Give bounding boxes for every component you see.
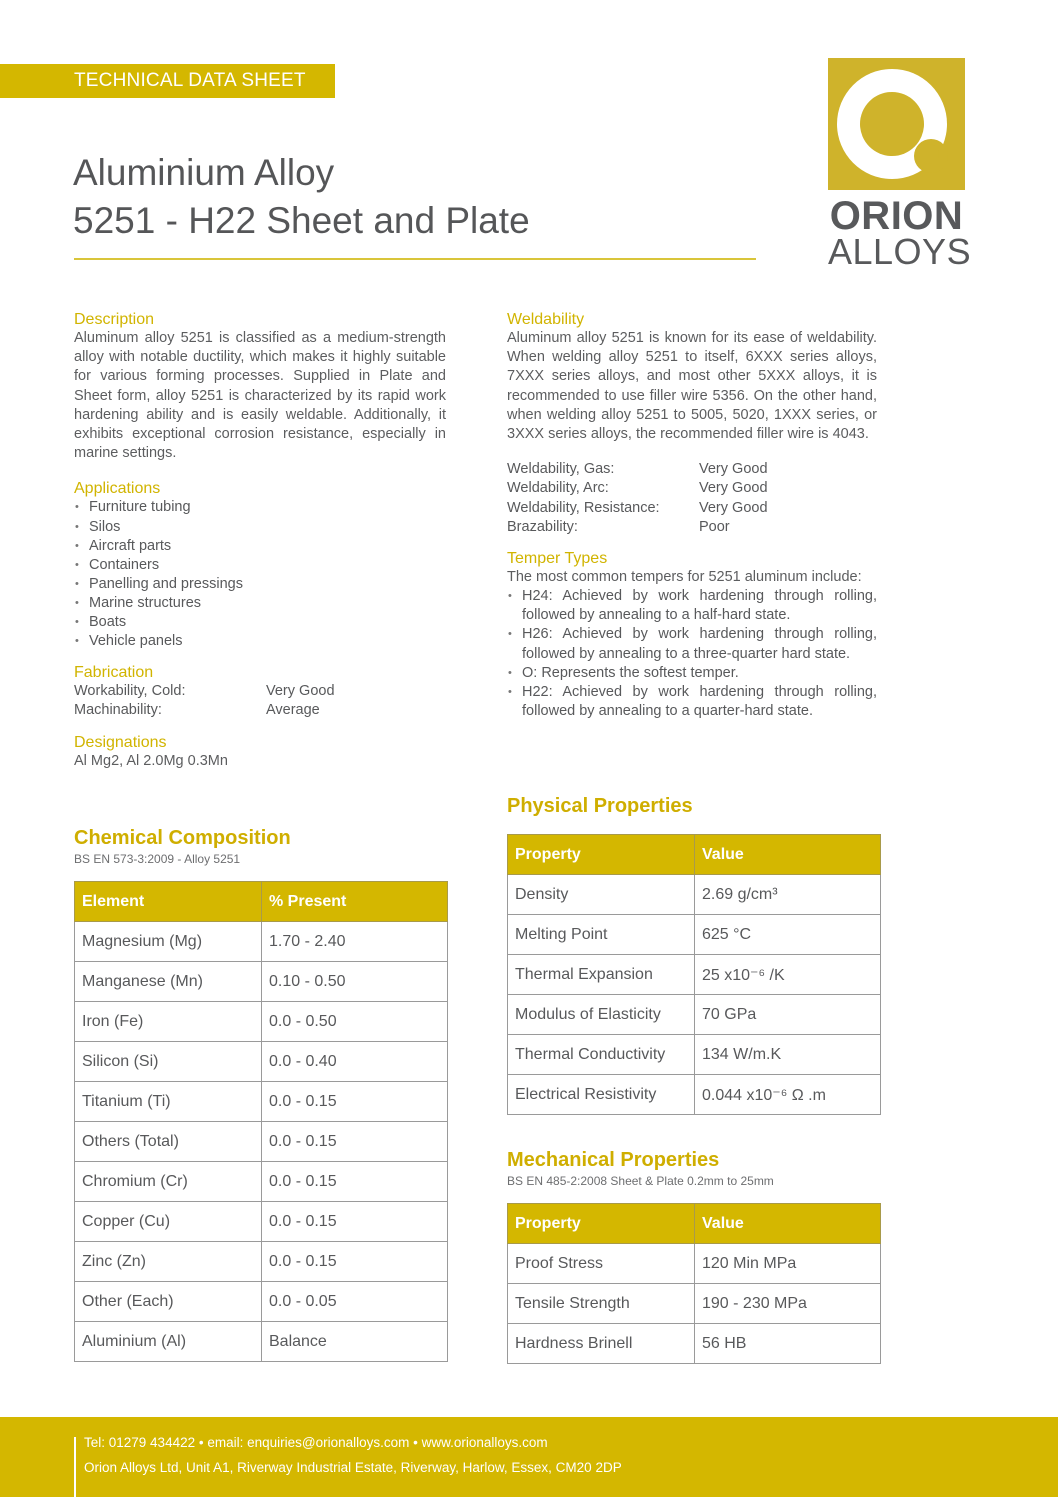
column-header-percent: % Present [262,882,448,922]
row-value-cell: 0.0 - 0.50 [262,1002,448,1042]
mechanical-properties-section [507,1148,881,1364]
table-row [508,955,881,995]
weldability-text: Aluminum alloy 5251 is known for its ease of weldability. When welding alloy 5251 to itself, 6XXX series alloys, 7XXX series alloys, and most other 5XXX alloys, it is recommended to use filler wire 5356. On the other hand, when welding alloy 5251 to 5005, 5020, 1XXX series, or 3XXX series alloys, the recommended filler wire is 4043. [507,330,877,443]
row-value-cell: 625 °C [695,915,881,955]
logo-word-alloys: ALLOYS [828,231,972,272]
row-label-cell: Silicon (Si) [75,1042,262,1082]
mechanical-properties-heading: Mechanical Properties [507,1149,720,1171]
row-value-cell: 0.0 - 0.40 [262,1042,448,1082]
row-value-cell: 190 - 230 MPa [695,1284,881,1324]
table-row [508,1324,881,1364]
list-item: • Panelling and pressings [74,575,446,594]
list-item: • Furniture tubing [74,498,446,517]
table-row [75,1322,448,1362]
footer-contact: Tel: 01279 434422 • email: enquiries@orionalloys.com • www.orionalloys.com [84,1435,548,1450]
fabrication-label: Machinability: [74,702,162,719]
chemical-composition-section [74,826,448,1362]
company-logo [828,58,972,272]
fabrication-row [74,682,446,701]
row-label-cell: Copper (Cu) [75,1202,262,1242]
list-item: • H22: Achieved by work hardening through rolling, followed by annealing to a quarter-hard state. [507,683,877,721]
table-row [75,1202,448,1242]
column-header-element: Element [75,882,262,922]
table-row [75,1042,448,1082]
table-row [75,1122,448,1162]
list-item: • H24: Achieved by work hardening through rolling, followed by annealing to a half-hard state. [507,587,877,625]
row-label-cell: Iron (Fe) [75,1002,262,1042]
list-item: • O: Represents the softest temper. [507,664,877,683]
table-header-row [508,835,881,875]
column-header-value: Value [695,835,881,875]
list-item: • Boats [74,613,446,632]
table-row [508,875,881,915]
row-label-cell: Hardness Brinell [508,1324,695,1364]
row-label-cell: Modulus of Elasticity [508,995,695,1035]
table-row [75,1162,448,1202]
mechanical-properties-table [507,1203,881,1364]
weldability-label: Weldability, Gas: [507,461,615,478]
row-label-cell: Proof Stress [508,1244,695,1284]
document-type-label: TECHNICAL DATA SHEET [74,70,306,91]
physical-properties-table [507,834,881,1115]
temper-types-intro: The most common tempers for 5251 aluminum include: [507,569,862,586]
row-value-cell: 0.0 - 0.15 [262,1122,448,1162]
row-label-cell: Aluminium (Al) [75,1322,262,1362]
page-title: Aluminium Alloy [73,152,335,193]
fabrication-heading: Fabrication [74,664,154,682]
row-label-cell: Tensile Strength [508,1284,695,1324]
table-row [75,1082,448,1122]
row-value-cell: 2.69 g/cm³ [695,875,881,915]
applications-heading: Applications [74,480,161,498]
weldability-label: Weldability, Arc: [507,480,609,497]
weldability-row [507,460,877,479]
description-heading: Description [74,311,155,328]
row-value-cell: Balance [262,1322,448,1362]
weldability-row [507,518,877,537]
column-header-value: Value [695,1204,881,1244]
table-row [75,1282,448,1322]
table-row [508,915,881,955]
designations-heading: Designations [74,733,167,751]
row-value-cell: 56 HB [695,1324,881,1364]
row-value-cell: 120 Min MPa [695,1244,881,1284]
fabrication-label: Workability, Cold: [74,683,186,700]
fabrication-value: Very Good [266,683,335,700]
row-value-cell: 70 GPa [695,995,881,1035]
table-row [508,995,881,1035]
list-item: • H26: Achieved by work hardening through rolling, followed by annealing to a three-quarter hard state. [507,625,877,663]
table-row [75,922,448,962]
row-label-cell: Zinc (Zn) [75,1242,262,1282]
weldability-row [507,499,877,518]
row-label-cell: Others (Total) [75,1122,262,1162]
list-item: • Vehicle panels [74,632,446,651]
weldability-value: Very Good [699,480,768,497]
physical-properties-section [507,794,881,1115]
row-value-cell: 0.0 - 0.05 [262,1282,448,1322]
weldability-value: Very Good [699,461,768,478]
row-value-cell: 0.0 - 0.15 [262,1242,448,1282]
row-label-cell: Density [508,875,695,915]
weldability-heading: Weldability [507,311,585,328]
list-item: • Containers [74,556,446,575]
table-row [75,1242,448,1282]
physical-properties-heading: Physical Properties [507,795,693,817]
table-row [508,1035,881,1075]
list-item: • Marine structures [74,594,446,613]
orion-q-logo-icon [828,58,965,190]
mechanical-properties-standard: BS EN 485-2:2008 Sheet & Plate 0.2mm to 25mm [507,1174,774,1188]
weldability-label: Brazability: [507,518,578,535]
row-label-cell: Thermal Expansion [508,955,695,995]
row-value-cell: 0.044 x10⁻⁶ Ω .m [695,1075,881,1115]
row-label-cell: Chromium (Cr) [75,1162,262,1202]
column-header-property: Property [508,835,695,875]
temper-types-list [507,587,877,721]
row-value-cell: 0.0 - 0.15 [262,1162,448,1202]
row-value-cell: 1.70 - 2.40 [262,922,448,962]
chemical-composition-standard: BS EN 573-3:2009 - Alloy 5251 [74,852,241,866]
row-label-cell: Magnesium (Mg) [75,922,262,962]
row-label-cell: Melting Point [508,915,695,955]
row-label-cell: Manganese (Mn) [75,962,262,1002]
weldability-label: Weldability, Resistance: [507,499,660,516]
fabrication-row [74,701,446,720]
chemical-composition-heading: Chemical Composition [74,827,291,849]
right-column [507,310,877,721]
table-row [508,1075,881,1115]
applications-list [74,498,446,651]
row-value-cell: 0.0 - 0.15 [262,1202,448,1242]
weldability-value: Poor [699,518,730,535]
table-row [75,1002,448,1042]
table-row [75,962,448,1002]
weldability-row [507,479,877,498]
weldability-value: Very Good [699,499,768,516]
logo-word-orion: ORION [829,194,964,238]
temper-types-heading: Temper Types [507,550,608,568]
column-header-property: Property [508,1204,695,1244]
chemical-composition-table [74,881,448,1362]
row-label-cell: Electrical Resistivity [508,1075,695,1115]
list-item: • Aircraft parts [74,537,446,556]
table-header-row [508,1204,881,1244]
table-row [508,1284,881,1324]
designations-text: Al Mg2, Al 2.0Mg 0.3Mn [74,752,228,769]
title-divider [74,258,756,260]
description-text: Aluminum alloy 5251 is classified as a medium-strength alloy with notable ductility, which makes it highly suitable for various forming processes. Supplied in Plate and Sheet form, alloy 5251 is characterized by its rapid work hardening ability and is easily weldable. Additionally, it exhibits exceptional corrosion resistance, especially in marine settings. [74,330,446,462]
table-header-row [75,882,448,922]
table-row [508,1244,881,1284]
row-value-cell: 0.10 - 0.50 [262,962,448,1002]
row-value-cell: 134 W/m.K [695,1035,881,1075]
row-label-cell: Other (Each) [75,1282,262,1322]
fabrication-value: Average [266,702,320,719]
footer-address: Orion Alloys Ltd, Unit A1, Riverway Industrial Estate, Riverway, Harlow, Essex, CM20 2DP [84,1460,622,1475]
footer [0,1417,1058,1497]
row-label-cell: Thermal Conductivity [508,1035,695,1075]
page-subtitle: 5251 - H22 Sheet and Plate [73,200,530,241]
row-label-cell: Titanium (Ti) [75,1082,262,1122]
footer-divider [74,1437,76,1497]
row-value-cell: 0.0 - 0.15 [262,1082,448,1122]
row-value-cell: 25 x10⁻⁶ /K [695,955,881,995]
left-column [74,310,446,771]
list-item: • Silos [74,518,446,537]
